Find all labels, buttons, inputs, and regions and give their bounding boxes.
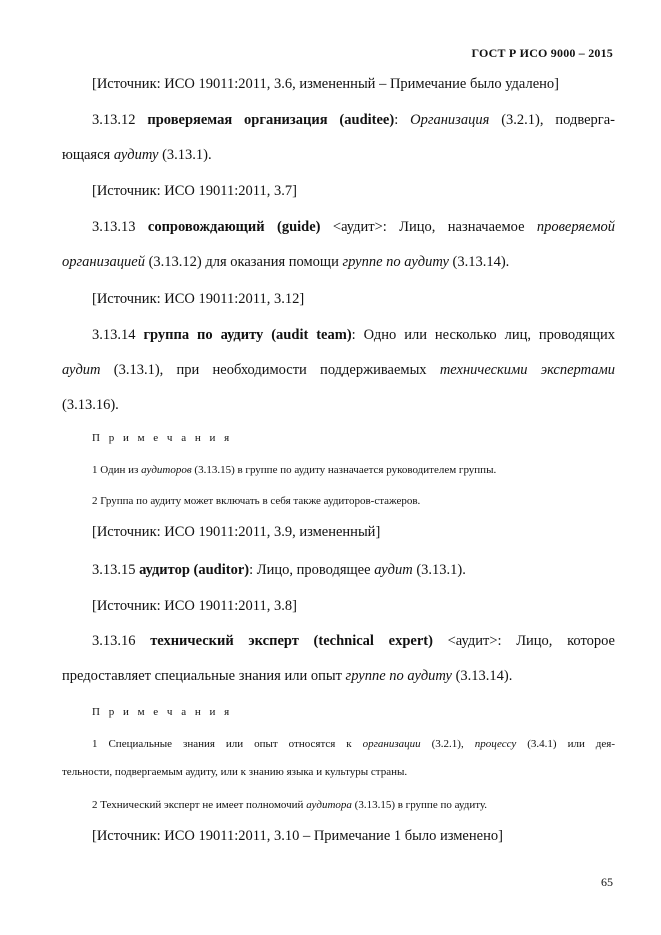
term-reference: аудиту — [113, 147, 159, 163]
term-text: (3.13.1). — [158, 147, 212, 163]
source-citation: [Источник: ИСО 19011:2011, 3.12] — [92, 291, 305, 307]
note-reference: аудиторов — [141, 464, 192, 476]
term-text: (3.13.12) для оказания помощи — [144, 254, 343, 270]
note-text: 1 Один из — [92, 464, 142, 476]
source-citation: [Источник: ИСО 19011:2011, 3.9, измененный] — [92, 524, 381, 540]
note-text: (3.13.15) в группе по аудиту. — [351, 799, 488, 811]
term-reference: проверяемой — [536, 219, 615, 235]
term-reference: организацией — [62, 254, 145, 270]
term-text: <аудит>: Лицо, которое — [432, 633, 615, 649]
source-citation: [Источник: ИСО 19011:2011, 3.6, измененный – Примечание было удалено] — [92, 76, 560, 92]
note-line — [62, 730, 615, 758]
term-reference: аудит — [374, 562, 413, 578]
note-item — [62, 730, 615, 786]
source-citation: [Источник: ИСО 19011:2011, 3.10 – Примечание 1 было изменено] — [92, 828, 503, 844]
term-title: проверяемая организация (auditee) — [147, 112, 395, 128]
source-citation: [Источник: ИСО 19011:2011, 3.8] — [92, 598, 297, 614]
term-text: ющаяся — [62, 147, 114, 163]
note-item: 2 Группа по аудиту может включать в себя также аудиторов-стажеров. — [92, 495, 421, 507]
term-text: предоставляет специальные знания или опыт — [62, 668, 346, 684]
term-reference: группе по аудиту — [342, 254, 449, 270]
term-title: технический эксперт (technical expert) — [150, 633, 433, 649]
term-text: : Одно или несколько лиц, проводящих — [351, 327, 615, 343]
note-text: (3.4.1) или дея- — [516, 738, 616, 750]
term-number: 3.13.16 — [92, 633, 151, 649]
term-text: <аудит>: Лицо, назначаемое — [320, 219, 537, 235]
term-number: 3.13.14 — [92, 327, 144, 343]
notes-heading: П р и м е ч а н и я — [92, 706, 233, 718]
term-text: (3.2.1), подверга- — [489, 112, 616, 128]
term-text: (3.13.1), при необходимости поддерживаемых — [100, 362, 440, 378]
term-number: 3.13.13 — [92, 219, 148, 235]
note-reference: процессу — [474, 738, 517, 750]
note-text: (3.13.15) в группе по аудиту назначается руководителем группы. — [191, 464, 497, 476]
term-title: аудитор (auditor) — [139, 562, 250, 578]
term-title: группа по аудиту (audit team) — [143, 327, 352, 343]
note-item — [92, 796, 487, 814]
term-line: (3.13.16). — [62, 397, 119, 413]
note-reference: аудитора — [306, 799, 352, 811]
note-line: тельности, подвергаемым аудиту, или к знанию языка и культуры страны. — [62, 766, 408, 778]
term-line — [62, 624, 615, 659]
term-line — [62, 318, 615, 353]
note-text: 1 Специальные знания или опыт относятся к — [92, 738, 363, 750]
note-reference: организации — [362, 738, 421, 750]
term-reference: аудит — [62, 362, 101, 378]
term-text: : — [394, 112, 411, 128]
term-line — [62, 353, 615, 388]
note-text: (3.2.1), — [420, 738, 475, 750]
term-text: : Лицо, проводящее — [249, 562, 375, 578]
term-entry-3-13-13 — [62, 210, 615, 280]
term-entry-3-13-14 — [62, 318, 615, 423]
term-line — [62, 103, 615, 138]
term-text: (3.13.14). — [448, 254, 510, 270]
term-line — [62, 210, 615, 245]
term-reference: техническими экспертами — [439, 362, 615, 378]
term-line — [62, 659, 615, 694]
term-entry-3-13-15 — [62, 553, 615, 588]
term-number: 3.13.15 — [92, 562, 140, 578]
term-reference: группе по аудиту — [345, 668, 452, 684]
term-reference: Организация — [410, 112, 490, 128]
term-entry-3-13-12 — [62, 103, 615, 173]
term-text: (3.13.1). — [412, 562, 466, 578]
note-text: 2 Технический эксперт не имеет полномочий — [92, 799, 307, 811]
term-line — [62, 245, 615, 280]
term-title: сопровождающий (guide) — [147, 219, 321, 235]
term-entry-3-13-16 — [62, 624, 615, 694]
standard-header: ГОСТ Р ИСО 9000 – 2015 — [471, 46, 613, 60]
notes-heading: П р и м е ч а н и я — [92, 432, 233, 444]
term-line — [62, 553, 615, 588]
note-item — [92, 461, 496, 479]
page-number: 65 — [601, 875, 613, 889]
source-citation: [Источник: ИСО 19011:2011, 3.7] — [92, 183, 297, 199]
term-text: (3.13.14). — [451, 668, 513, 684]
term-line — [62, 138, 615, 173]
term-number: 3.13.12 — [92, 112, 148, 128]
